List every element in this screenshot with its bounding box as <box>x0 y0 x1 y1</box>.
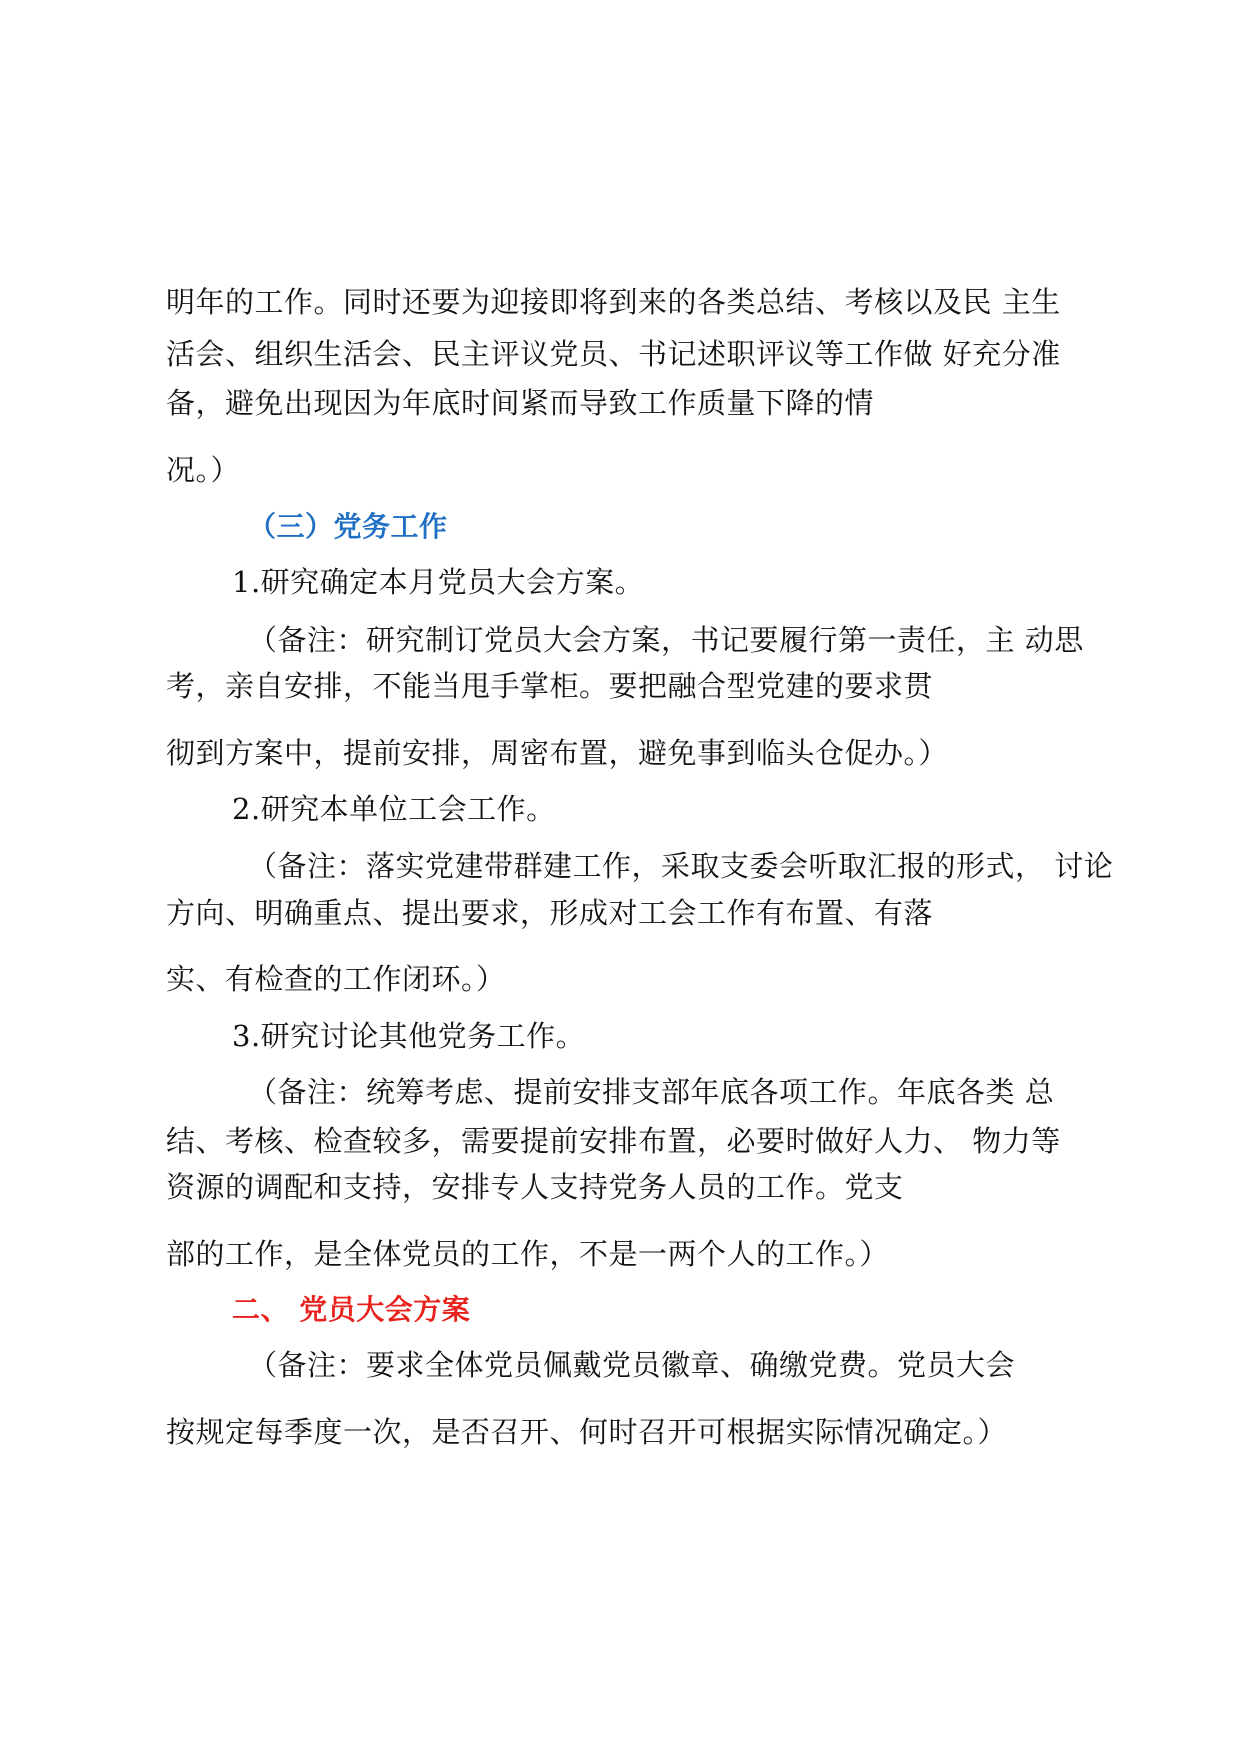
item-text: 研究确定本月党员大会方案。 <box>260 565 645 599</box>
note-line: 结、考核、检查较多，需要提前安排布置，必要时做好人力、 物力等 <box>166 1124 1061 1158</box>
section-heading-member-meeting: 二、 党员大会方案 <box>232 1293 471 1326</box>
note-line: （备注：要求全体党员佩戴党员徽章、确缴党费。党员大会 <box>248 1348 1016 1382</box>
note-line: （备注：统筹考虑、提前安排支部年底各项工作。年底各类 总 <box>248 1075 1055 1109</box>
item-number: 2. <box>232 792 261 826</box>
paragraph-line: 明年的工作。同时还要为迎接即将到来的各类总结、考核以及民 主生 <box>166 285 1061 319</box>
note-line: 部的工作，是全体党员的工作，不是一两个人的工作。） <box>166 1237 890 1271</box>
paragraph-line: 活会、组织生活会、民主评议党员、书记述职评议等工作做 好充分准 <box>166 337 1061 371</box>
note-line: （备注：落实党建带群建工作，采取支委会听取汇报的形式， 讨论 <box>248 849 1114 883</box>
list-item <box>232 789 556 829</box>
item-text: 研究讨论其他党务工作。 <box>260 1019 586 1053</box>
note-line: 资源的调配和支持，安排专人支持党务人员的工作。党支 <box>166 1170 904 1204</box>
list-item <box>232 1016 585 1056</box>
list-item <box>232 562 644 602</box>
paragraph-line: 况。） <box>166 453 241 487</box>
note-line: （备注：研究制订党员大会方案，书记要履行第一责任，主 动思 <box>248 623 1084 657</box>
note-line: 彻到方案中，提前安排，周密布置，避免事到临头仓促办。） <box>166 736 949 770</box>
item-number: 3. <box>232 1019 261 1053</box>
section-heading-party-affairs: （三）党务工作 <box>248 510 448 543</box>
item-text: 研究本单位工会工作。 <box>260 792 556 826</box>
note-line: 按规定每季度一次，是否召开、何时召开可根据实际情况确定。） <box>166 1415 1008 1449</box>
paragraph-line: 备，避免出现因为年底时间紧而导致工作质量下降的情 <box>166 386 875 420</box>
note-line: 考，亲自安排，不能当甩手掌柜。要把融合型党建的要求贯 <box>166 669 934 703</box>
note-line: 实、有检查的工作闭环。） <box>166 962 506 996</box>
item-number: 1. <box>232 565 261 599</box>
note-line: 方向、明确重点、提出要求，形成对工会工作有布置、有落 <box>166 896 934 930</box>
